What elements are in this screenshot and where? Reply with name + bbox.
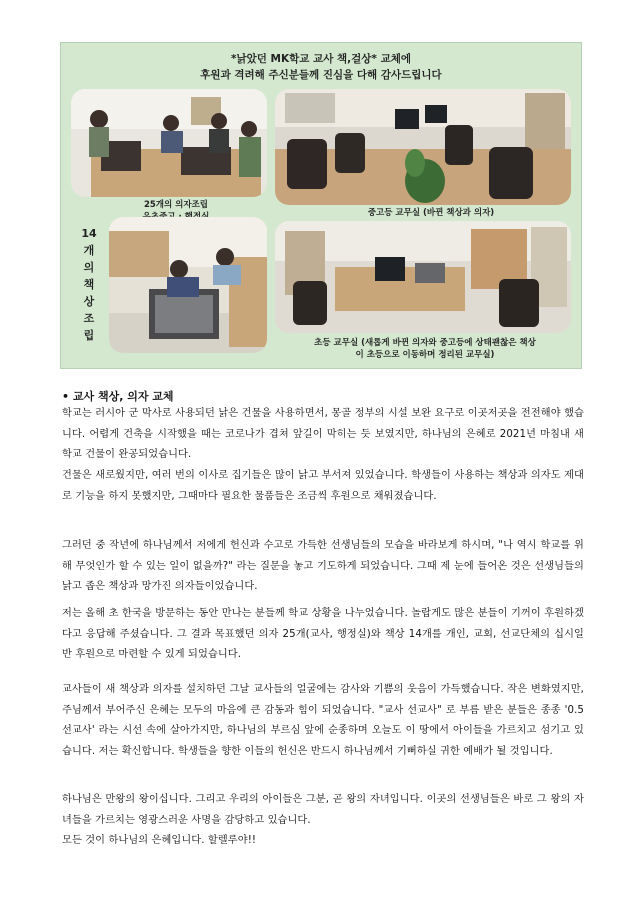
paragraph-1: 학교는 러시아 군 막사로 사용되던 낡은 건물을 사용하면서, 몽골 정부의 시설 보완 요구로 이곳저곳을 전전해야 했습니다. 어렵게 건축을 시작했을 때는 코로나가 겹쳐 앞길이 막히는 듯 보였지만, 하나님의 은혜로 2021년 마침내 새 학교 건물이 완공되었습니다. [62, 408, 584, 460]
caption-elementary-office: 초등 교무실 (새롭게 바뀐 의자와 중고등에 상태괜찮은 책상 이 초등으로 이동하며 정리된 교무실) [314, 338, 536, 360]
caption-secondary-office: 중고등 교무실 (바뀐 책상과 의자) [367, 208, 495, 218]
collage-title: *낡았던 MK학교 교사 책,걸상* 교체에 후원과 격려해 주신분들께 진심을 다해 감사드립니다 [200, 53, 442, 81]
paragraph-5: 교사들이 새 책상과 의자를 설치하던 그날 교사들의 얼굴에는 감사와 기쁨의 웃음이 가득했습니다. 작은 변화였지만, 주님께서 부어주신 은혜는 모두의 마음에 큰 감동과 힘이 되었습니다. "교사 선교사" 로 부름 받은 분들은 종종 '0.5 선교사' 라는 시선 속에 살아가지만, 하나님의 부르심 앞에 순종하며 오늘도 이 땅에서 아이들을 가르치고 섬기고 있습니다. 저는 확신합니다. 학생들을 향한 이들의 헌신은 반드시 하나님께서 기뻐하실 귀한 예배가 될 것입니다. [62, 684, 584, 757]
caption-chair-assembly: 25개의 의자조립 [143, 200, 209, 210]
desks-assembly-label: 14 개 의 책 상 조 립 [81, 227, 97, 342]
section-heading: • 교사 책상, 의자 교체 [62, 390, 174, 403]
paragraph-6: 하나님은 만왕의 왕이십니다. 그리고 우리의 아이들은 그분, 곧 왕의 자녀입니다. 이곳의 선생님들은 바로 그 왕의 자녀들을 가르치는 영광스러운 사명을 감당하고 있습니다. 모든 것이 하나님의 은혜입니다. 할렐루야!! [62, 794, 584, 846]
photo-desk-assembly [109, 217, 267, 353]
paragraph-3: 그러던 중 작년에 하나님께서 저에게 헌신과 수고로 가득한 선생님들의 모습을 바라보게 하시며, "나 역시 학교를 위해 무엇인가 할 수 있는 일이 없을까?" 라는 질문을 놓고 기도하게 되었습니다. 그때 제 눈에 들어온 것은 선생님들의 낡고 좁은 책상과 망가진 의자들이었습니다. [62, 540, 584, 592]
photo-chair-assembly [71, 89, 267, 197]
photo-collage [60, 42, 582, 369]
photo-secondary-office [275, 89, 571, 205]
photo-elementary-office [275, 221, 571, 333]
paragraph-2: 건물은 새로웠지만, 여러 번의 이사로 집기들은 많이 낡고 부서져 있었습니다. 학생들이 사용하는 책상과 의자도 제대로 기능을 하지 못했지만, 그때마다 필요한 물품들은 조금씩 후원으로 채워졌습니다. [62, 470, 584, 502]
paragraph-4: 저는 올해 초 한국을 방문하는 동안 만나는 분들께 학교 상황을 나누었습니다. 놀랍게도 많은 분들이 기꺼이 후원하겠다고 응답해 주셨습니다. 그 결과 목표했던 의자 25개(교사, 행정실)와 책상 14개를 개인, 교회, 선교단체의 십시일반 후원으로 마련할 수 있게 되었습니다. [62, 608, 584, 660]
